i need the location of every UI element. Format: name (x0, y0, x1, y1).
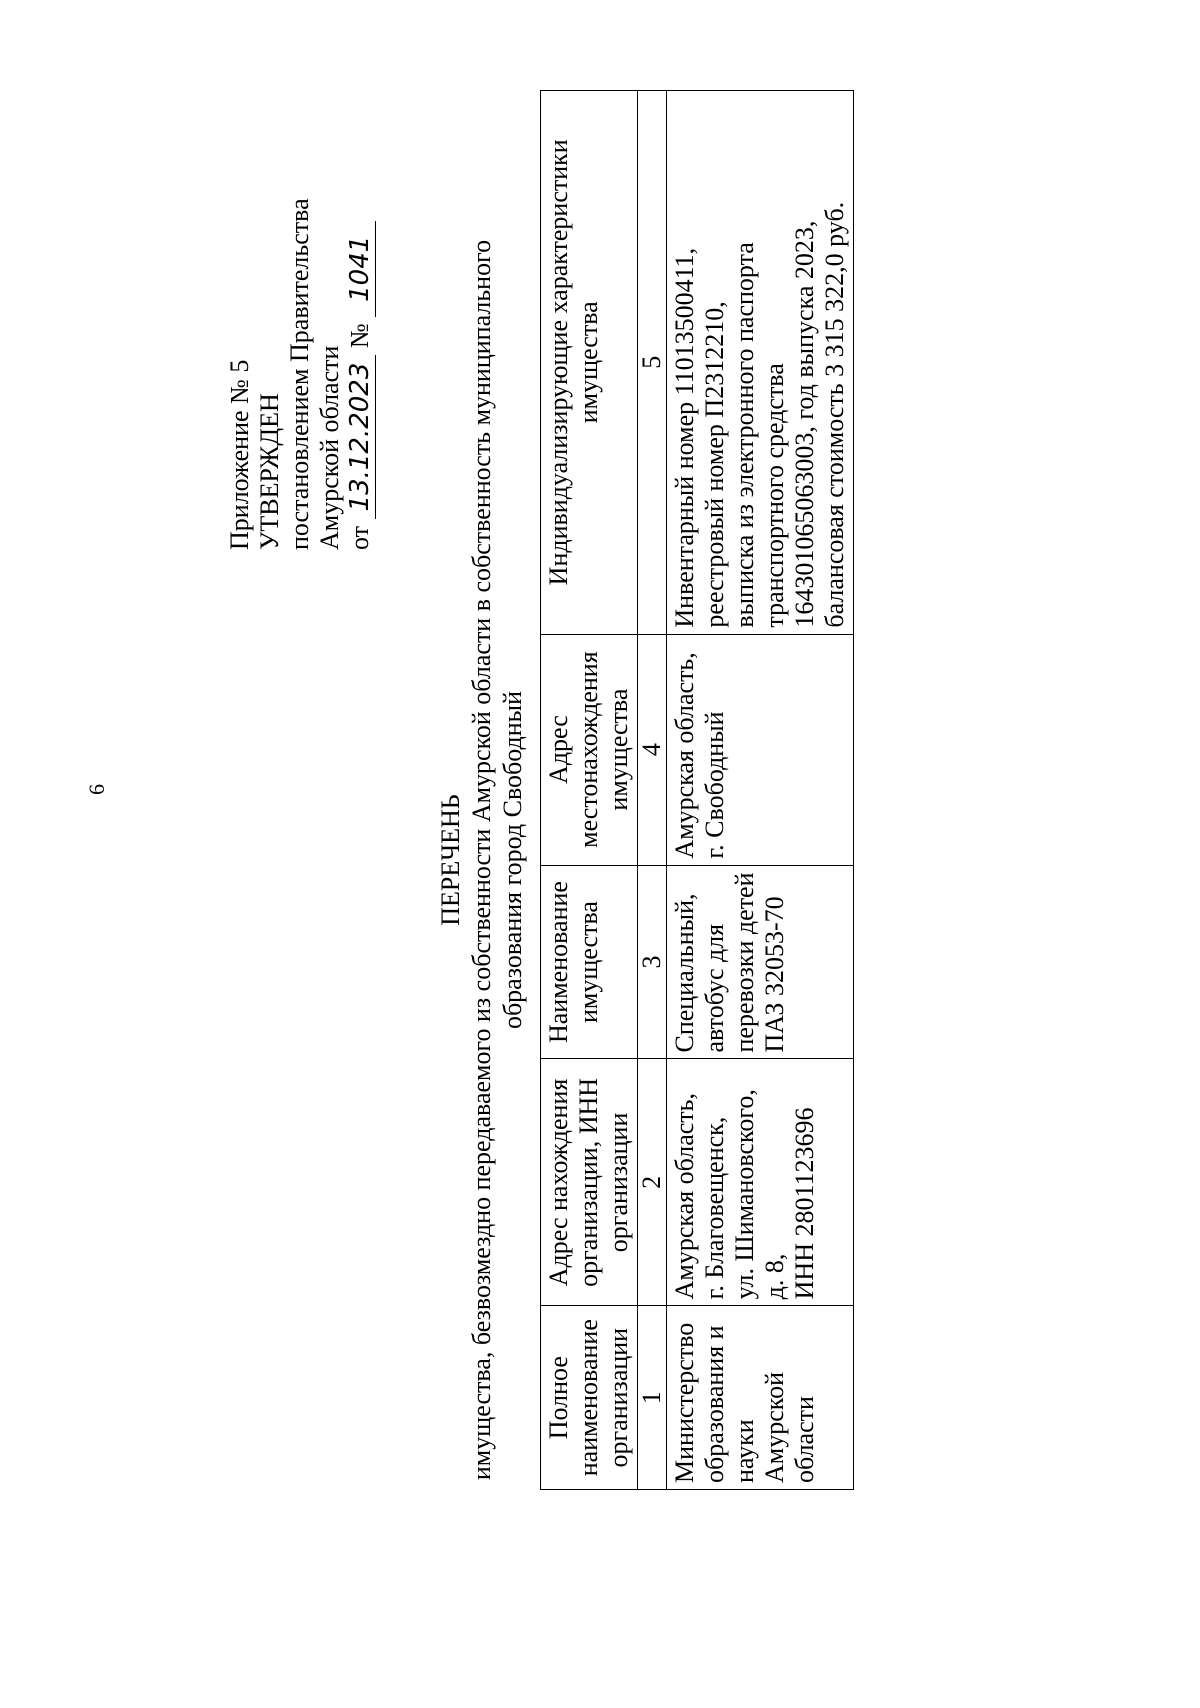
cell-line: д. 8, (760, 1253, 789, 1300)
document-title (435, 80, 528, 1640)
cell-line: г. Благовещенск, (700, 1116, 729, 1300)
header-org-name: Полное наименование организации (541, 1306, 638, 1490)
column-number: 2 (638, 1059, 667, 1306)
title-heading: ПЕРЕЧЕНЬ (436, 794, 465, 926)
handwritten-number: 1041 (345, 221, 376, 317)
cell-line: образования и науки (700, 1325, 759, 1483)
handwritten-date: 13.12.2023 (345, 355, 376, 520)
cell-line: Амурская область, (670, 652, 699, 859)
column-number: 5 (638, 91, 667, 635)
table-row (667, 91, 854, 1490)
cell-line: транспортного средства (760, 363, 789, 628)
cell-line: Амурской области (760, 1372, 819, 1483)
header-characteristics: Индивидуализирующие характеристики имущества (541, 91, 638, 635)
cell-characteristics (667, 91, 854, 635)
column-number: 4 (638, 634, 667, 865)
cell-line: ул. Шимановского, (730, 1089, 759, 1300)
table-header-row (541, 91, 638, 1490)
property-table (540, 90, 854, 1490)
rotated-page (50, 80, 1150, 1640)
cell-line: балансовая стоимость 3 315 322,0 руб. (820, 201, 849, 628)
approval-line: Амурской области (315, 345, 344, 550)
cell-line: ПАЗ 32053-70 (760, 896, 789, 1053)
approval-line: постановлением Правительства (285, 198, 314, 550)
column-number: 1 (638, 1306, 667, 1490)
cell-line: г. Свободный (700, 711, 729, 859)
cell-line: Министерство (670, 1322, 699, 1483)
from-label: от (345, 525, 374, 550)
cell-line: Инвентарный номер 11013500411, (670, 247, 699, 628)
number-label: № (345, 323, 374, 349)
table-number-row (638, 91, 667, 1490)
cell-org-name (667, 1306, 854, 1490)
cell-line: ИНН 2801123696 (790, 1107, 819, 1300)
page-number: 6 (84, 784, 109, 795)
approval-block (225, 198, 376, 550)
cell-line: Специальный, (670, 893, 699, 1053)
cell-line: выписка из электронного паспорта (730, 242, 759, 628)
title-line: образования город Свободный (498, 690, 527, 1030)
approval-line: УТВЕРЖДЕН (255, 393, 284, 550)
header-org-address: Адрес нахождения организации, ИНН организации (541, 1059, 638, 1306)
approval-line: Приложение № 5 (225, 359, 254, 550)
header-property-address: Адрес местонахождения имущества (541, 634, 638, 865)
cell-org-address (667, 1059, 854, 1306)
cell-line: автобус для (700, 923, 729, 1053)
header-property-name: Наименование имущества (541, 865, 638, 1059)
cell-line: перевозки детей (730, 872, 759, 1053)
title-line: имущества, безвозмездно передаваемого из собственности Амурской области в собственность муниципального (467, 239, 496, 1481)
approval-date-line (345, 198, 376, 550)
column-number: 3 (638, 865, 667, 1059)
cell-line: 164301065063003, год выпуска 2023, (790, 220, 819, 628)
cell-property-name (667, 865, 854, 1059)
cell-line: реестровый номер П2312210, (700, 301, 729, 628)
cell-line: Амурская область, (670, 1092, 699, 1300)
cell-property-address (667, 634, 854, 865)
